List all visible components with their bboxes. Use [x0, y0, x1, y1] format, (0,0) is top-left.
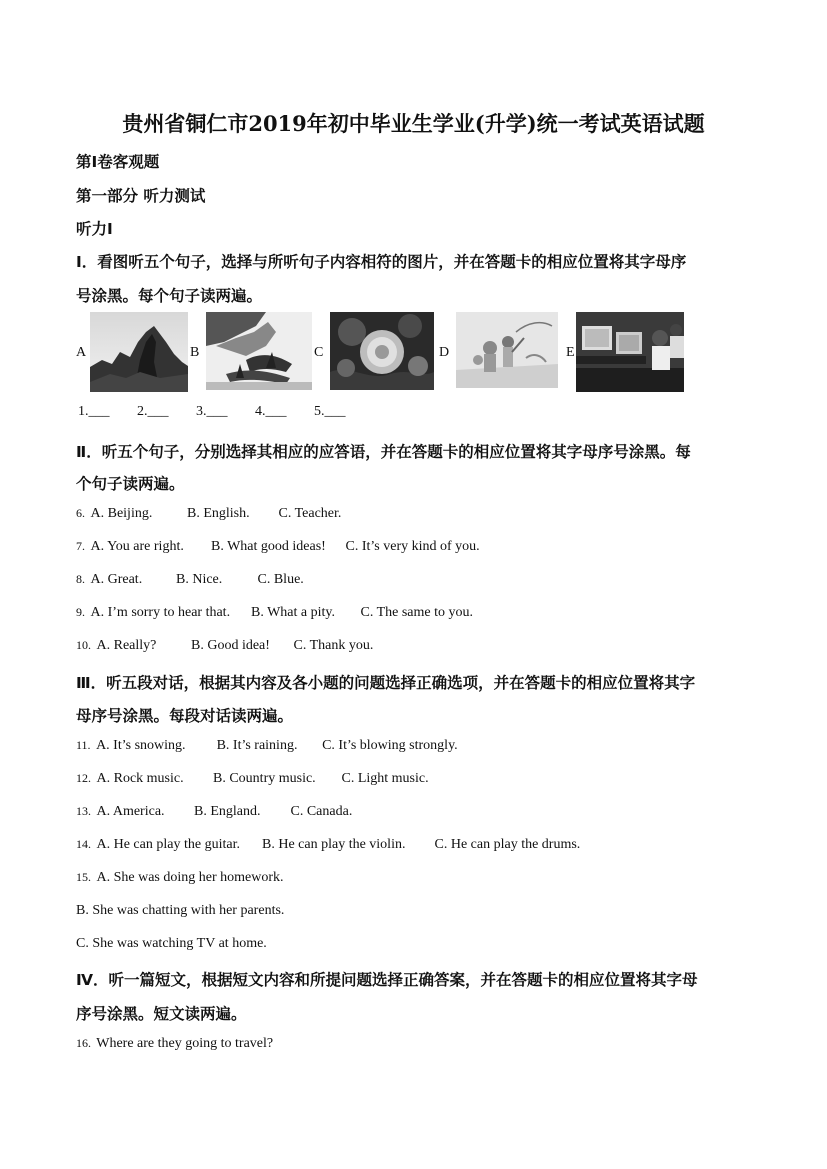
question-15-option-c[interactable]: C. She was watching TV at home. [76, 936, 267, 951]
question-15 [76, 870, 284, 886]
option-c[interactable]: C. Light music. [341, 771, 429, 786]
computer-room-photo-icon [576, 312, 684, 392]
option-a[interactable]: A. She was doing her homework. [96, 870, 284, 885]
question-number: 11. [76, 738, 91, 752]
picture-letter: B [190, 345, 200, 360]
part3-instruction-line2: 母序号涂黑。每段对话读两遍。 [76, 707, 294, 725]
option-a[interactable]: A. You are right. [90, 539, 184, 554]
part2-instruction-line2: 个句子读两遍。 [76, 475, 185, 493]
question-13 [76, 804, 352, 820]
question-16 [76, 1036, 273, 1052]
option-b[interactable]: B. English. [187, 506, 250, 521]
option-b[interactable]: B. Nice. [176, 572, 223, 587]
option-a[interactable]: A. He can play the guitar. [96, 837, 240, 852]
question-12 [76, 771, 429, 787]
option-b[interactable]: B. He can play the violin. [262, 837, 406, 852]
question-number: 10. [76, 638, 91, 652]
picture-letter: C [314, 345, 324, 360]
option-c[interactable]: C. Blue. [257, 572, 304, 587]
listening-heading: 听力Ⅰ [76, 220, 113, 238]
question-number: 9. [76, 605, 85, 619]
exam-title: 贵州省铜仁市2019年初中毕业生学业(升学)统一考试英语试题 [122, 111, 705, 136]
question-6 [76, 506, 341, 522]
picture-options [76, 312, 696, 394]
option-a[interactable]: A. Beijing. [90, 506, 153, 521]
question-14 [76, 837, 580, 853]
question-7 [76, 539, 480, 555]
question-15-option-b[interactable]: B. She was chatting with her parents. [76, 903, 285, 918]
question-10 [76, 638, 373, 654]
river-boats-painting-icon [206, 312, 312, 390]
option-b[interactable]: B. Country music. [213, 771, 316, 786]
answer-blank-2[interactable]: 2.___ [137, 404, 169, 419]
part4-instruction-line2: 序号涂黑。短文读两遍。 [76, 1005, 247, 1023]
question-number: 16. [76, 1036, 91, 1050]
option-b[interactable]: B. What a pity. [251, 605, 335, 620]
picture-letter: E [566, 345, 575, 360]
option-a[interactable]: A. America. [96, 804, 165, 819]
option-a[interactable]: A. Really? [96, 638, 157, 653]
part2-instruction-line1: Ⅱ．听五个句子，分别选择其相应的应答语，并在答题卡的相应位置将其字母序号涂黑。每 [76, 443, 691, 461]
picture-letter: A [76, 345, 87, 360]
question-number: 15. [76, 870, 91, 884]
option-c[interactable]: C. It’s very kind of you. [345, 539, 480, 554]
question-number: 7. [76, 539, 85, 553]
peony-flower-photo-icon [330, 312, 434, 390]
mountain-rock-photo-icon [90, 312, 188, 392]
answer-blank-4[interactable]: 4.___ [255, 404, 287, 419]
part1-instruction-line2: 号涂黑。每个句子读两遍。 [76, 287, 263, 305]
option-a[interactable]: A. I’m sorry to hear that. [90, 605, 231, 620]
answer-blank-3[interactable]: 3.___ [196, 404, 228, 419]
question-number: 13. [76, 804, 91, 818]
option-c[interactable]: C. Canada. [290, 804, 353, 819]
option-c[interactable]: C. It’s blowing strongly. [322, 738, 458, 753]
picture-letter: D [439, 345, 450, 360]
part-heading: 第一部分 听力测试 [76, 187, 206, 205]
option-c[interactable]: C. Teacher. [278, 506, 342, 521]
answer-blank-5[interactable]: 5.___ [314, 404, 346, 419]
section-heading: 第Ⅰ卷客观题 [76, 153, 160, 171]
option-a[interactable]: A. It’s snowing. [96, 738, 186, 753]
option-c[interactable]: C. The same to you. [360, 605, 474, 620]
option-a[interactable]: A. Rock music. [96, 771, 184, 786]
option-b[interactable]: B. It’s raining. [216, 738, 298, 753]
question-16-text: Where are they going to travel? [96, 1036, 274, 1051]
question-number: 12. [76, 771, 91, 785]
question-8 [76, 572, 304, 588]
answer-blanks [78, 404, 370, 420]
answer-blank-1[interactable]: 1.___ [78, 404, 110, 419]
option-b[interactable]: B. What good ideas! [211, 539, 326, 554]
question-number: 8. [76, 572, 85, 586]
part1-instruction-line1: Ⅰ．看图听五个句子，选择与所听句子内容相符的图片，并在答题卡的相应位置将其字母序 [76, 253, 687, 271]
children-playing-illustration-icon [456, 312, 558, 388]
option-b[interactable]: B. Good idea! [191, 638, 270, 653]
part3-instruction-line1: Ⅲ．听五段对话，根据其内容及各小题的问题选择正确选项，并在答题卡的相应位置将其字 [76, 674, 696, 692]
option-b[interactable]: B. England. [194, 804, 261, 819]
option-c[interactable]: C. Thank you. [293, 638, 374, 653]
option-c[interactable]: C. He can play the drums. [434, 837, 581, 852]
question-number: 14. [76, 837, 91, 851]
question-9 [76, 605, 473, 621]
question-number: 6. [76, 506, 85, 520]
question-11 [76, 738, 458, 754]
option-a[interactable]: A. Great. [90, 572, 143, 587]
part4-instruction-line1: Ⅳ．听一篇短文，根据短文内容和所提问题选择正确答案，并在答题卡的相应位置将其字母 [76, 971, 698, 989]
